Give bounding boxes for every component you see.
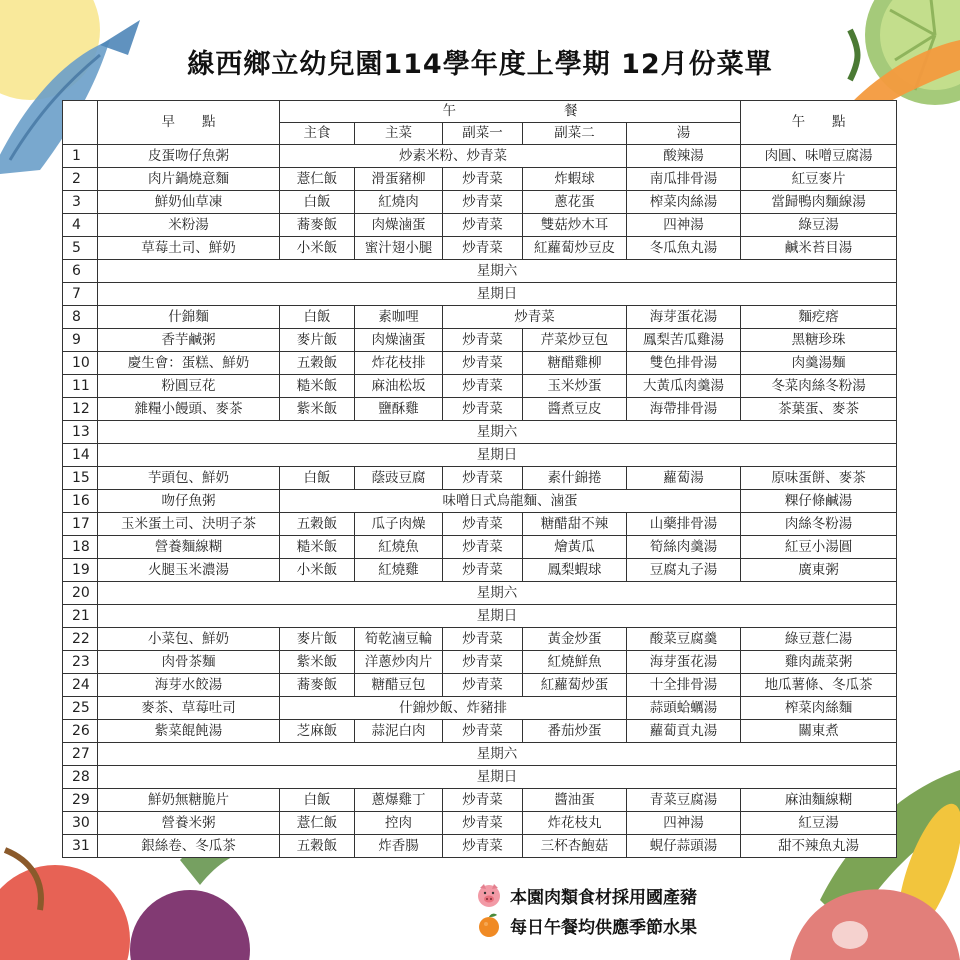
breakfast-cell: 草莓土司、鮮奶 [98, 237, 280, 260]
weekend-cell: 星期日 [98, 444, 897, 467]
header-snack: 午 點 [741, 101, 897, 145]
table-row [63, 168, 897, 191]
snack-cell: 關東煮 [741, 720, 897, 743]
main-dish-cell: 肉燥滷蛋 [355, 214, 443, 237]
main-dish-cell: 蒜泥白肉 [355, 720, 443, 743]
side-dish-1-cell: 炒青菜 [443, 559, 523, 582]
main-dish-cell: 蔭豉豆腐 [355, 467, 443, 490]
header-side1: 副菜一 [443, 123, 523, 145]
day-number: 7 [63, 283, 98, 306]
soup-cell: 冬瓜魚丸湯 [627, 237, 741, 260]
side-dish-1-cell: 炒青菜 [443, 536, 523, 559]
side-dish-2-cell: 醬油蛋 [523, 789, 627, 812]
soup-cell: 青菜豆腐湯 [627, 789, 741, 812]
table-row [63, 789, 897, 812]
breakfast-cell: 火腿玉米濃湯 [98, 559, 280, 582]
soup-cell: 山藥排骨湯 [627, 513, 741, 536]
breakfast-cell: 鮮奶無糖脆片 [98, 789, 280, 812]
staple-cell: 糙米飯 [280, 536, 355, 559]
soup-cell: 酸菜豆腐羹 [627, 628, 741, 651]
snack-cell: 紅豆湯 [741, 812, 897, 835]
snack-cell: 原味蛋餅、麥茶 [741, 467, 897, 490]
staple-cell: 白飯 [280, 467, 355, 490]
day-number: 25 [63, 697, 98, 720]
side-dish-2-cell: 三杯杏鮑菇 [523, 835, 627, 858]
side-dish-1-cell: 炒青菜 [443, 329, 523, 352]
table-row [63, 145, 897, 168]
snack-cell: 肉圓、味噌豆腐湯 [741, 145, 897, 168]
side-dish-1-cell: 炒青菜 [443, 352, 523, 375]
day-number: 1 [63, 145, 98, 168]
table-row [63, 559, 897, 582]
staple-cell: 紫米飯 [280, 651, 355, 674]
day-number: 4 [63, 214, 98, 237]
snack-cell: 當歸鴨肉麵線湯 [741, 191, 897, 214]
header-breakfast: 早 點 [98, 101, 280, 145]
day-number: 8 [63, 306, 98, 329]
main-dish-cell: 蔥爆雞丁 [355, 789, 443, 812]
day-number: 12 [63, 398, 98, 421]
side-dish-2-cell: 醬煮豆皮 [523, 398, 627, 421]
weekend-cell: 星期六 [98, 260, 897, 283]
breakfast-cell: 芋頭包、鮮奶 [98, 467, 280, 490]
side-dish-1-cell: 炒青菜 [443, 812, 523, 835]
table-row [63, 674, 897, 697]
weekend-cell: 星期日 [98, 605, 897, 628]
soup-cell: 大黃瓜肉羹湯 [627, 375, 741, 398]
staple-cell: 紫米飯 [280, 398, 355, 421]
breakfast-cell: 肉片鍋燒意麵 [98, 168, 280, 191]
breakfast-cell: 肉骨茶麵 [98, 651, 280, 674]
snack-cell: 麻油麵線糊 [741, 789, 897, 812]
main-dish-cell: 炸香腸 [355, 835, 443, 858]
note-pork-text: 本園肉類食材採用國產豬 [510, 887, 697, 908]
soup-cell: 四神湯 [627, 812, 741, 835]
side-dish-1-cell: 炒青菜 [443, 789, 523, 812]
table-row [63, 697, 897, 720]
side-dish-1-cell: 炒青菜 [443, 237, 523, 260]
breakfast-cell: 鮮奶仙草凍 [98, 191, 280, 214]
day-number: 20 [63, 582, 98, 605]
soup-cell: 雙色排骨湯 [627, 352, 741, 375]
day-number: 15 [63, 467, 98, 490]
header-corner [63, 101, 98, 145]
breakfast-cell: 營養米粥 [98, 812, 280, 835]
main-dish-cell: 鹽酥雞 [355, 398, 443, 421]
table-row [63, 835, 897, 858]
main-dish-cell: 控肉 [355, 812, 443, 835]
staple-cell: 白飯 [280, 191, 355, 214]
snack-cell: 雞肉蔬菜粥 [741, 651, 897, 674]
soup-cell: 十全排骨湯 [627, 674, 741, 697]
day-number: 13 [63, 421, 98, 444]
table-row [63, 398, 897, 421]
soup-cell: 海芽蛋花湯 [627, 306, 741, 329]
day-number: 21 [63, 605, 98, 628]
soup-cell: 豆腐丸子湯 [627, 559, 741, 582]
main-dish-cell: 瓜子肉燥 [355, 513, 443, 536]
staple-cell: 小米飯 [280, 237, 355, 260]
soup-cell: 南瓜排骨湯 [627, 168, 741, 191]
snack-cell: 地瓜薯條、冬瓜茶 [741, 674, 897, 697]
snack-cell: 肉絲冬粉湯 [741, 513, 897, 536]
main-dish-cell: 紅燒肉 [355, 191, 443, 214]
table-row [63, 283, 897, 306]
main-dish-cell: 蜜汁翅小腿 [355, 237, 443, 260]
staple-cell: 蕎麥飯 [280, 674, 355, 697]
snack-cell: 茶葉蛋、麥茶 [741, 398, 897, 421]
breakfast-cell: 吻仔魚粥 [98, 490, 280, 513]
main-dish-cell: 肉燥滷蛋 [355, 329, 443, 352]
staple-cell: 白飯 [280, 306, 355, 329]
weekend-cell: 星期日 [98, 283, 897, 306]
main-dish-cell: 麻油松坂 [355, 375, 443, 398]
staple-cell: 五穀飯 [280, 352, 355, 375]
side-dish-2-cell: 鳳梨蝦球 [523, 559, 627, 582]
main-dish-cell: 洋蔥炒肉片 [355, 651, 443, 674]
side-dish-2-cell: 素什錦捲 [523, 467, 627, 490]
main-dish-cell: 筍乾滷豆輪 [355, 628, 443, 651]
table-row [63, 720, 897, 743]
table-row [63, 444, 897, 467]
side-dish-2-cell: 紅蘿蔔炒豆皮 [523, 237, 627, 260]
day-number: 18 [63, 536, 98, 559]
snack-cell: 粿仔條鹹湯 [741, 490, 897, 513]
breakfast-cell: 慶生會：蛋糕、鮮奶 [98, 352, 280, 375]
pig-icon [476, 882, 502, 908]
staple-cell: 小米飯 [280, 559, 355, 582]
day-number: 19 [63, 559, 98, 582]
day-number: 23 [63, 651, 98, 674]
main-dish-cell: 紅燒雞 [355, 559, 443, 582]
snack-cell: 榨菜肉絲麵 [741, 697, 897, 720]
day-number: 17 [63, 513, 98, 536]
header-main: 主菜 [355, 123, 443, 145]
side-dish-2-cell: 紅燒鮮魚 [523, 651, 627, 674]
staple-cell: 麥片飯 [280, 628, 355, 651]
breakfast-cell: 米粉湯 [98, 214, 280, 237]
soup-cell: 蘿蔔湯 [627, 467, 741, 490]
main-dish-cell: 紅燒魚 [355, 536, 443, 559]
side-dish-2-cell: 番茄炒蛋 [523, 720, 627, 743]
soup-cell: 四神湯 [627, 214, 741, 237]
table-row [63, 191, 897, 214]
side-dish-2-cell: 黃金炒蛋 [523, 628, 627, 651]
table-row [63, 582, 897, 605]
staple-cell: 蕎麥飯 [280, 214, 355, 237]
side-dish-1-cell: 炒青菜 [443, 191, 523, 214]
header-soup: 湯 [627, 123, 741, 145]
snack-cell: 甜不辣魚丸湯 [741, 835, 897, 858]
side-dish-2-cell: 紅蘿蔔炒蛋 [523, 674, 627, 697]
snack-cell: 綠豆湯 [741, 214, 897, 237]
day-number: 30 [63, 812, 98, 835]
side-dish-2-cell: 炸花枝丸 [523, 812, 627, 835]
soup-cell: 蒜頭蛤蠣湯 [627, 697, 741, 720]
table-row [63, 306, 897, 329]
table-row [63, 490, 897, 513]
table-row [63, 214, 897, 237]
table-row [63, 766, 897, 789]
day-number: 16 [63, 490, 98, 513]
soup-cell: 海帶排骨湯 [627, 398, 741, 421]
breakfast-cell: 營養麵線糊 [98, 536, 280, 559]
day-number: 14 [63, 444, 98, 467]
breakfast-cell: 麥茶、草莓吐司 [98, 697, 280, 720]
breakfast-cell: 什錦麵 [98, 306, 280, 329]
table-row [63, 352, 897, 375]
breakfast-cell: 紫菜餛飩湯 [98, 720, 280, 743]
main-dish-cell: 素咖哩 [355, 306, 443, 329]
day-number: 9 [63, 329, 98, 352]
breakfast-cell: 小菜包、鮮奶 [98, 628, 280, 651]
breakfast-cell: 銀絲卷、冬瓜茶 [98, 835, 280, 858]
day-number: 29 [63, 789, 98, 812]
day-number: 3 [63, 191, 98, 214]
staple-cell: 薏仁飯 [280, 812, 355, 835]
staple-cell: 麥片飯 [280, 329, 355, 352]
table-row [63, 421, 897, 444]
side-dish-1-cell: 炒青菜 [443, 674, 523, 697]
table-row [63, 467, 897, 490]
side-dish-1-cell: 炒青菜 [443, 168, 523, 191]
snack-cell: 冬菜肉絲冬粉湯 [741, 375, 897, 398]
snack-cell: 紅豆麥片 [741, 168, 897, 191]
day-number: 11 [63, 375, 98, 398]
snack-cell: 綠豆薏仁湯 [741, 628, 897, 651]
weekend-cell: 星期六 [98, 421, 897, 444]
side-dish-1-cell: 炒青菜 [443, 651, 523, 674]
notes [476, 880, 697, 940]
main-dish-cell: 糖醋豆包 [355, 674, 443, 697]
header-side2: 副菜二 [523, 123, 627, 145]
table-row [63, 513, 897, 536]
soup-cell: 筍絲肉羹湯 [627, 536, 741, 559]
day-number: 5 [63, 237, 98, 260]
snack-cell: 黑糖珍珠 [741, 329, 897, 352]
note-pork [476, 880, 697, 910]
snack-cell: 肉羹湯麵 [741, 352, 897, 375]
table-row [63, 651, 897, 674]
day-number: 24 [63, 674, 98, 697]
day-number: 2 [63, 168, 98, 191]
table-row [63, 536, 897, 559]
note-fruit-text: 每日午餐均供應季節水果 [510, 917, 697, 938]
snack-cell: 廣東粥 [741, 559, 897, 582]
side-dish-1-cell: 炒青菜 [443, 375, 523, 398]
day-number: 10 [63, 352, 98, 375]
staple-cell: 五穀飯 [280, 513, 355, 536]
note-fruit [476, 910, 697, 940]
snack-cell: 紅豆小湯圓 [741, 536, 897, 559]
day-number: 6 [63, 260, 98, 283]
side-dish-merged-cell: 炒青菜 [443, 306, 627, 329]
soup-cell: 鳳梨苦瓜雞湯 [627, 329, 741, 352]
orange-icon [476, 912, 502, 938]
table-row [63, 237, 897, 260]
staple-cell: 白飯 [280, 789, 355, 812]
day-number: 22 [63, 628, 98, 651]
day-number: 26 [63, 720, 98, 743]
soup-cell: 榨菜肉絲湯 [627, 191, 741, 214]
soup-cell: 海芽蛋花湯 [627, 651, 741, 674]
side-dish-1-cell: 炒青菜 [443, 628, 523, 651]
staple-cell: 五穀飯 [280, 835, 355, 858]
menu-table [62, 100, 897, 858]
lunch-merged-cell: 什錦炒飯、炸豬排 [280, 697, 627, 720]
page-title: 線西鄉立幼兒園114學年度上學期 12月份菜單 [187, 49, 773, 80]
side-dish-1-cell: 炒青菜 [443, 467, 523, 490]
side-dish-2-cell: 炸蝦球 [523, 168, 627, 191]
table-row [63, 743, 897, 766]
side-dish-2-cell: 糖醋甜不辣 [523, 513, 627, 536]
lunch-merged-cell: 味噌日式烏龍麵、滷蛋 [280, 490, 741, 513]
day-number: 31 [63, 835, 98, 858]
staple-cell: 糙米飯 [280, 375, 355, 398]
soup-cell: 蜆仔蒜頭湯 [627, 835, 741, 858]
snack-cell: 鹹米苔目湯 [741, 237, 897, 260]
breakfast-cell: 粉圓豆花 [98, 375, 280, 398]
breakfast-cell: 皮蛋吻仔魚粥 [98, 145, 280, 168]
table-row [63, 628, 897, 651]
table-row [63, 812, 897, 835]
weekend-cell: 星期六 [98, 743, 897, 766]
header-staple: 主食 [280, 123, 355, 145]
soup-cell: 蘿蔔貢丸湯 [627, 720, 741, 743]
side-dish-1-cell: 炒青菜 [443, 513, 523, 536]
day-number: 27 [63, 743, 98, 766]
breakfast-cell: 海芽水餃湯 [98, 674, 280, 697]
side-dish-1-cell: 炒青菜 [443, 835, 523, 858]
staple-cell: 芝麻飯 [280, 720, 355, 743]
breakfast-cell: 雜糧小饅頭、麥茶 [98, 398, 280, 421]
staple-cell: 薏仁飯 [280, 168, 355, 191]
snack-cell: 麵疙瘩 [741, 306, 897, 329]
main-dish-cell: 炸花枝排 [355, 352, 443, 375]
side-dish-2-cell: 芹菜炒豆包 [523, 329, 627, 352]
weekend-cell: 星期六 [98, 582, 897, 605]
side-dish-2-cell: 蔥花蛋 [523, 191, 627, 214]
side-dish-2-cell: 玉米炒蛋 [523, 375, 627, 398]
table-row [63, 329, 897, 352]
lunch-merged-cell: 炒素米粉、炒青菜 [280, 145, 627, 168]
soup-cell: 酸辣湯 [627, 145, 741, 168]
side-dish-2-cell: 雙菇炒木耳 [523, 214, 627, 237]
side-dish-2-cell: 燴黃瓜 [523, 536, 627, 559]
side-dish-1-cell: 炒青菜 [443, 720, 523, 743]
breakfast-cell: 玉米蛋土司、決明子茶 [98, 513, 280, 536]
side-dish-2-cell: 糖醋雞柳 [523, 352, 627, 375]
side-dish-1-cell: 炒青菜 [443, 398, 523, 421]
day-number: 28 [63, 766, 98, 789]
table-row [63, 375, 897, 398]
breakfast-cell: 香芋鹹粥 [98, 329, 280, 352]
header-lunch: 午 餐 [280, 101, 741, 123]
table-row [63, 260, 897, 283]
side-dish-1-cell: 炒青菜 [443, 214, 523, 237]
main-dish-cell: 滑蛋豬柳 [355, 168, 443, 191]
table-row [63, 605, 897, 628]
weekend-cell: 星期日 [98, 766, 897, 789]
